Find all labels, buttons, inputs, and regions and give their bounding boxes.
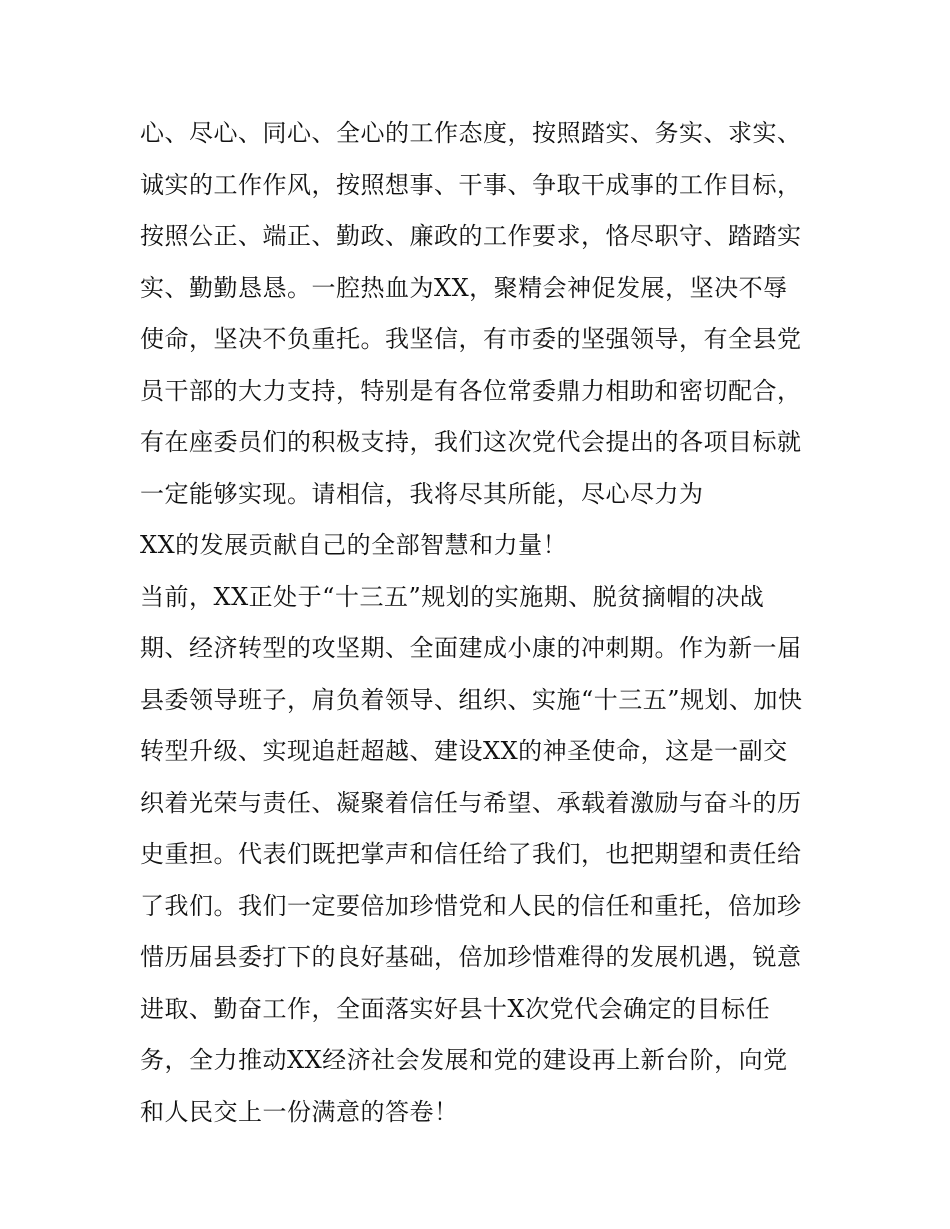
text-line: 了我们。我们一定要倍加珍惜党和人民的信任和重托，倍加珍: [140, 891, 802, 920]
text-line: 使命，坚决不负重托。我坚信，有市委的坚强领导，有全县党: [140, 325, 802, 353]
text-line: 县委领导班子，肩负着领导、组织、实施“十三五”规划、加快: [140, 685, 803, 714]
text-line: 有在座委员们的积极支持，我们这次党代会提出的各项目标就: [140, 428, 802, 456]
text-line: 心、尽心、同心、全心的工作态度，按照踏实、务实、求实、: [140, 119, 802, 147]
text-line: 期、经济转型的攻坚期、全面建成小康的冲刺期。作为新一届: [140, 634, 802, 662]
text-line: 当前，XX正处于“十三五”规划的实施期、脱贫摘帽的决战: [140, 582, 765, 611]
text-line: 员干部的大力支持，特别是有各位常委鼎力相助和密切配合，: [140, 376, 802, 405]
text-line: 按照公正、端正、勤政、廉政的工作要求，恪尽职守、踏踏实: [140, 222, 802, 250]
text-line: 史重担。代表们既把掌声和信任给了我们，也把期望和责任给: [140, 840, 802, 868]
text-line: 和人民交上一份满意的答卷！: [140, 1097, 459, 1126]
text-line: 一定能够实现。请相信，我将尽其所能，尽心尽力为: [140, 479, 704, 508]
text-line: 织着光荣与责任、凝聚着信任与希望、承载着激励与奋斗的历: [140, 788, 802, 817]
body-text: [140, 108, 830, 1138]
text-line: 惜历届县委打下的良好基础，倍加珍惜难得的发展机遇，锐意: [140, 943, 802, 971]
text-line: 转型升级、实现追赶超越、建设XX的神圣使命，这是一副交: [140, 737, 788, 765]
text-line: 务，全力推动XX经济社会发展和党的建设再上新台阶，向党: [140, 1046, 788, 1074]
text-line: 诚实的工作作风，按照想事、干事、争取干成事的工作目标，: [140, 170, 802, 199]
text-line: 实、勤勤恳恳。一腔热血为XX，聚精会神促发展，坚决不辱: [140, 273, 788, 302]
text-line: 进取、勤奋工作，全面落实好县十X次党代会确定的目标任: [140, 994, 771, 1023]
text-line: XX的发展贡献自己的全部智慧和力量！: [140, 531, 568, 559]
